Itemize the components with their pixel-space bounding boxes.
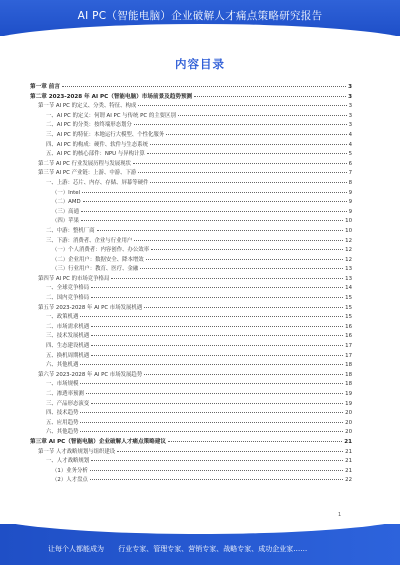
toc-title: 内容目录	[175, 57, 225, 71]
toc-entry-label: （1）业务分析	[52, 467, 88, 474]
toc-leader-dots	[140, 268, 343, 269]
toc-entry-label: （一）个人消费者：内容创作、办公效率	[52, 247, 150, 254]
toc-entry-label: 三、技术发展机遇	[46, 333, 90, 340]
toc-leader-dots	[146, 259, 343, 260]
toc-entry[interactable]	[30, 82, 352, 92]
toc-entry[interactable]	[30, 418, 352, 428]
toc-entry-label: 第一章 前言	[30, 84, 60, 90]
toc-leader-dots	[97, 230, 344, 231]
toc-leader-dots	[91, 460, 343, 461]
toc-entry-label: 二、市场需求机遇	[46, 323, 90, 330]
toc-leader-dots	[80, 412, 343, 413]
toc-entry[interactable]	[30, 475, 352, 485]
toc-entry[interactable]	[30, 101, 352, 111]
toc-entry-page: 4	[348, 141, 352, 148]
toc-entry[interactable]	[30, 293, 352, 303]
toc-entry[interactable]	[30, 331, 352, 341]
toc-entry-page: 3	[348, 93, 352, 100]
toc-entry-page: 15	[345, 295, 352, 302]
toc-entry-page: 6	[348, 160, 352, 167]
toc-entry[interactable]	[30, 283, 352, 293]
toc-entry[interactable]	[30, 226, 352, 236]
header-curve-decoration	[0, 24, 400, 36]
toc-leader-dots	[144, 374, 343, 375]
toc-entry-label: 第一节 人才战略规划与组织建设	[38, 448, 116, 455]
toc-entry[interactable]	[30, 168, 352, 178]
toc-leader-dots	[194, 96, 346, 97]
toc-entry-page: 4	[348, 131, 352, 138]
toc-entry-label: 第三章 AI PC（智能电脑）企业破解人才痛点策略建议	[30, 438, 166, 445]
toc-entry-page: 21	[344, 438, 352, 445]
toc-leader-dots	[81, 220, 343, 221]
toc-entry-page: 9	[348, 208, 352, 215]
toc-entry[interactable]	[30, 379, 352, 389]
toc-entry[interactable]	[30, 207, 352, 217]
toc-entry-page: 10	[345, 227, 352, 234]
toc-entry[interactable]	[30, 351, 352, 361]
toc-entry-page: 20	[345, 410, 352, 417]
toc-entry[interactable]	[30, 92, 352, 102]
toc-leader-dots	[62, 86, 346, 87]
toc-entry-label: 五、应用趋势	[46, 419, 79, 426]
toc-leader-dots	[166, 134, 346, 135]
toc-entry-label: 第四节 AI PC 的市场竞争格局	[38, 275, 110, 282]
toc-entry-page: 12	[345, 256, 352, 263]
toc-leader-dots	[138, 172, 346, 173]
toc-entry[interactable]	[30, 178, 352, 188]
toc-entry-label: 一、政策机遇	[46, 314, 79, 321]
toc-leader-dots	[91, 345, 343, 346]
toc-entry-page: 9	[348, 199, 352, 206]
toc-entry-page: 22	[345, 477, 352, 484]
toc-leader-dots	[178, 115, 347, 116]
toc-entry-page: 12	[345, 237, 352, 244]
toc-entry-page: 18	[345, 371, 352, 378]
toc-entry-page: 10	[345, 218, 352, 225]
toc-entry-label: 第二章 2023-2028 年 AI PC（智能电脑）市场前景及趋势预测	[30, 93, 193, 100]
toc-entry-page: 21	[345, 448, 352, 455]
toc-entry-label: 一、AI PC 的定义：何谓 AI PC 与传统 PC 的主要区别	[46, 112, 176, 119]
toc-entry-label: 三、AI PC 的特征：本地运行大模型、个性化服务	[46, 131, 165, 138]
toc-entry-label: 六、其他趋势	[46, 429, 79, 436]
toc-entry-label: 五、AI PC 的核心部件：NPU 与异构计算	[46, 151, 145, 158]
toc-entry-page: 16	[345, 323, 352, 330]
toc-entry[interactable]	[30, 245, 352, 255]
toc-entry-page: 21	[345, 458, 352, 465]
toc-entry-page: 15	[345, 304, 352, 311]
toc-entry-label: 四、生态建设机遇	[46, 343, 90, 350]
toc-entry-page: 14	[345, 285, 352, 292]
toc-leader-dots	[83, 201, 347, 202]
toc-entry[interactable]	[30, 456, 352, 466]
toc-entry-page: 16	[345, 333, 352, 340]
toc-entry-page: 12	[345, 247, 352, 254]
toc-leader-dots	[151, 249, 343, 250]
toc-entry[interactable]	[30, 188, 352, 198]
toc-leader-dots	[133, 163, 347, 164]
toc-leader-dots	[138, 105, 346, 106]
toc-entry-label: 五、换机周期机遇	[46, 352, 90, 359]
toc-entry[interactable]	[30, 255, 352, 265]
toc-entry[interactable]	[30, 120, 352, 130]
toc-entry[interactable]	[30, 303, 352, 313]
toc-entry[interactable]	[30, 140, 352, 150]
footer-slogan	[48, 544, 378, 554]
toc-entry-label: 二、国内竞争格局	[46, 295, 90, 302]
toc-entry-page: 15	[345, 314, 352, 321]
toc-entry-page: 19	[345, 400, 352, 407]
page-footer	[0, 524, 400, 565]
toc-leader-dots	[91, 326, 343, 327]
toc-leader-dots	[90, 470, 343, 471]
toc-entry[interactable]	[30, 427, 352, 437]
page-header	[0, 0, 400, 36]
toc-entry[interactable]	[30, 370, 352, 380]
toc-entry-label: 第六节 2023-2028 年 AI PC 市场发展趋势	[38, 371, 143, 378]
toc-entry-page: 19	[345, 391, 352, 397]
toc-leader-dots	[90, 479, 343, 480]
toc-entry-page: 3	[348, 103, 352, 110]
toc-entry-label: 一、上游：芯片、内存、存储、屏幕等硬件	[46, 179, 149, 186]
toc-leader-dots	[147, 153, 347, 154]
toc-entry-label: 第五节 2023-2028 年 AI PC 市场发展机遇	[38, 304, 143, 311]
toc-entry-page: 18	[345, 381, 352, 388]
toc-entry-label: （一）Intel	[52, 189, 81, 196]
toc-entry-page: 3	[348, 112, 352, 119]
toc-entry-page: 3	[348, 122, 352, 129]
toc-entry-label: （四）苹果	[52, 218, 79, 225]
toc-leader-dots	[80, 383, 343, 384]
toc-leader-dots	[134, 124, 347, 125]
toc-entry[interactable]	[30, 130, 352, 140]
toc-entry-label: 一、全球竞争格局	[46, 285, 90, 292]
toc-entry-page: 17	[345, 352, 352, 359]
toc-entry[interactable]	[30, 197, 352, 207]
table-of-contents	[30, 82, 352, 485]
toc-entry-page: 20	[345, 429, 352, 436]
toc-entry[interactable]	[30, 437, 352, 447]
toc-entry-label: （三）行业用户：教育、医疗、金融	[52, 266, 139, 273]
toc-leader-dots	[91, 355, 343, 356]
toc-entry-label: 二、渗透率预测	[46, 391, 84, 397]
toc-entry-page: 20	[345, 419, 352, 426]
toc-entry[interactable]	[30, 389, 352, 399]
toc-leader-dots	[91, 287, 343, 288]
toc-entry-label: 第一节 AI PC 的定义、分类、特征、构成	[38, 103, 137, 110]
toc-entry[interactable]	[30, 274, 352, 284]
toc-entry-label: （二）企业用户：数据安全、降本增效	[52, 256, 144, 263]
toc-leader-dots	[144, 307, 343, 308]
toc-entry[interactable]	[30, 399, 352, 409]
toc-entry-page: 5	[348, 151, 352, 158]
toc-leader-dots	[80, 422, 343, 423]
toc-leader-dots	[80, 431, 343, 432]
toc-entry-page: 7	[348, 170, 352, 177]
toc-entry-page: 8	[348, 179, 352, 186]
footer-slogan-right: 行业专家、管理专家、营销专家、战略专家、成功企业家……	[118, 545, 308, 553]
footer-slogan-left: 让每个人都能成为	[48, 545, 104, 553]
toc-entry[interactable]	[30, 341, 352, 351]
toc-entry[interactable]	[30, 447, 352, 457]
toc-leader-dots	[82, 192, 346, 193]
toc-entry-label: 三、产品形态演变	[46, 400, 90, 407]
toc-leader-dots	[134, 240, 343, 241]
toc-leader-dots	[111, 278, 343, 279]
toc-entry[interactable]	[30, 216, 352, 226]
toc-entry[interactable]	[30, 466, 352, 476]
toc-entry-label: 一、人才战略规划	[46, 458, 90, 465]
toc-leader-dots	[150, 144, 347, 145]
toc-entry-label: （三）高通	[52, 208, 79, 215]
toc-entry-label: （二）AMD	[52, 199, 81, 206]
toc-entry-label: 三、下游：消费者、企业与行业用户	[46, 237, 133, 244]
page-number: 1	[338, 512, 342, 518]
toc-entry[interactable]	[30, 159, 352, 169]
toc-entry-page: 17	[345, 343, 352, 350]
toc-entry-label: 四、AI PC 的构成：硬件、软件与生态系统	[46, 141, 148, 148]
toc-leader-dots	[91, 335, 343, 336]
toc-entry-page: 13	[345, 275, 352, 282]
toc-leader-dots	[81, 211, 347, 212]
toc-entry[interactable]	[30, 408, 352, 418]
toc-entry-page: 9	[348, 189, 352, 196]
toc-leader-dots	[168, 441, 342, 442]
toc-entry[interactable]	[30, 360, 352, 370]
footer-curve-decoration	[0, 524, 400, 534]
toc-entry-page: 3	[348, 84, 352, 90]
toc-entry-label: 二、中游：整机厂商	[46, 227, 95, 234]
toc-entry[interactable]	[30, 236, 352, 246]
toc-leader-dots	[91, 297, 343, 298]
toc-entry[interactable]	[30, 264, 352, 274]
toc-entry-label: 二、AI PC 的分类：按终端形态划分	[46, 122, 132, 129]
toc-entry-label: 第二节 AI PC 行业发展历程与发展现状	[38, 160, 131, 167]
toc-entry-label: 第三节 AI PC 产业链：上游、中游、下游	[38, 170, 137, 177]
toc-leader-dots	[117, 451, 343, 452]
toc-entry-page: 21	[345, 467, 352, 474]
toc-entry-label: （2）人才盘点	[52, 477, 88, 484]
toc-entry-label: 四、技术趋势	[46, 410, 79, 417]
toc-leader-dots	[80, 364, 343, 365]
toc-entry[interactable]	[30, 312, 352, 322]
toc-leader-dots	[91, 403, 343, 404]
toc-entry[interactable]	[30, 322, 352, 332]
toc-leader-dots	[80, 316, 343, 317]
report-title: AI PC（智能电脑）企业破解人才痛点策略研究报告	[77, 10, 323, 22]
toc-leader-dots	[150, 182, 346, 183]
toc-entry-page: 13	[345, 266, 352, 273]
toc-entry-page: 18	[345, 362, 352, 369]
toc-entry[interactable]	[30, 111, 352, 121]
toc-entry-label: 一、市场规模	[46, 381, 79, 388]
toc-leader-dots	[86, 393, 343, 394]
toc-entry-label: 六、其他机遇	[46, 362, 79, 369]
toc-entry[interactable]	[30, 149, 352, 159]
